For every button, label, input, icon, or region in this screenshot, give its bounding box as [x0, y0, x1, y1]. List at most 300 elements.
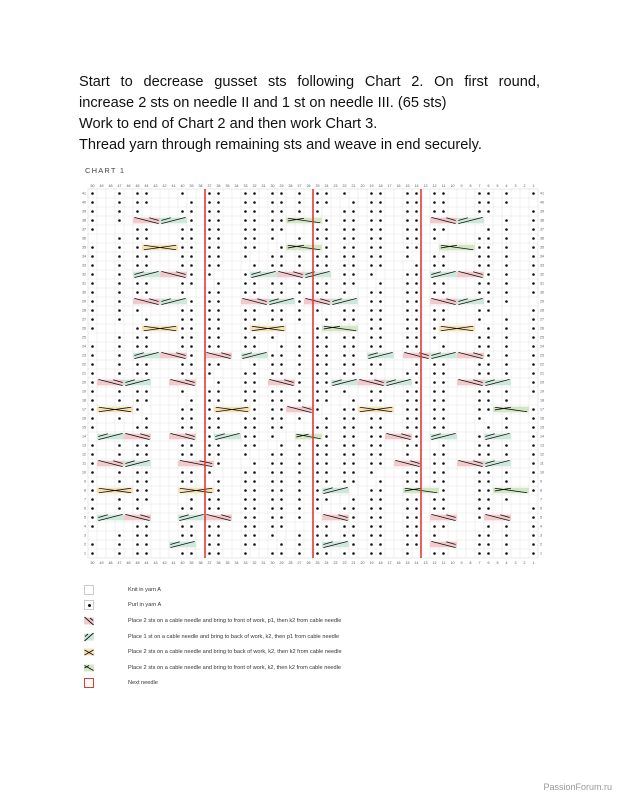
purl-dot: [298, 291, 301, 294]
purl-dot: [118, 255, 121, 258]
purl-dot: [442, 210, 445, 213]
purl-dot: [370, 228, 373, 231]
purl-dot: [145, 417, 148, 420]
purl-dot: [91, 300, 94, 303]
purl-dot: [316, 444, 319, 447]
purl-dot: [478, 390, 481, 393]
column-number: 31: [261, 561, 266, 565]
purl-dot: [181, 327, 184, 330]
purl-dot: [433, 390, 436, 393]
purl-dot: [181, 390, 184, 393]
purl-dot: [280, 453, 283, 456]
purl-dot: [190, 363, 193, 366]
purl-dot: [280, 372, 283, 375]
purl-dot: [433, 201, 436, 204]
purl-dot: [316, 552, 319, 555]
purl-dot: [217, 336, 220, 339]
purl-dot: [343, 273, 346, 276]
purl-dot: [406, 210, 409, 213]
purl-dot: [487, 282, 490, 285]
purl-dot: [145, 264, 148, 267]
purl-dot: [280, 417, 283, 420]
purl-dot: [325, 192, 328, 195]
row-number: 41: [540, 191, 544, 196]
row-number: 1: [540, 551, 542, 556]
purl-dot: [433, 228, 436, 231]
purl-dot: [325, 264, 328, 267]
purl-dot: [325, 534, 328, 537]
purl-dot: [136, 363, 139, 366]
purl-dot: [442, 345, 445, 348]
purl-dot: [244, 336, 247, 339]
purl-dot: [325, 444, 328, 447]
purl-dot: [217, 228, 220, 231]
purl-dot: [370, 264, 373, 267]
purl-dot: [442, 255, 445, 258]
purl-dot: [298, 471, 301, 474]
purl-dot: [352, 219, 355, 222]
purl-dot: [91, 408, 94, 411]
purl-dot: [118, 264, 121, 267]
purl-dot: [370, 291, 373, 294]
purl-dot: [145, 318, 148, 321]
purl-dot: [253, 381, 256, 384]
purl-dot: [370, 552, 373, 555]
purl-dot: [505, 453, 508, 456]
purl-dot: [145, 372, 148, 375]
purl-dot: [478, 534, 481, 537]
purl-dot: [253, 489, 256, 492]
purl-dot: [181, 210, 184, 213]
purl-dot: [208, 309, 211, 312]
purl-dot: [505, 228, 508, 231]
purl-dot: [298, 507, 301, 510]
purl-dot: [433, 309, 436, 312]
purl-dot: [532, 318, 535, 321]
purl-dot: [406, 480, 409, 483]
column-number: 6: [487, 561, 490, 565]
column-number: 46: [126, 184, 131, 188]
purl-dot: [91, 210, 94, 213]
purl-dot: [406, 390, 409, 393]
row-number: 40: [82, 200, 86, 205]
purl-dot: [433, 498, 436, 501]
purl-dot: [505, 525, 508, 528]
purl-dot: [370, 435, 373, 438]
column-number: 11: [441, 184, 446, 188]
instruction-line-4: Thread yarn through remaining sts and weave in end securely.: [79, 137, 482, 153]
purl-dot: [217, 390, 220, 393]
purl-dot: [325, 246, 328, 249]
purl-dot: [91, 318, 94, 321]
row-number: 18: [540, 398, 544, 403]
purl-dot: [181, 309, 184, 312]
purl-dot: [370, 309, 373, 312]
purl-dot: [217, 192, 220, 195]
purl-dot: [442, 480, 445, 483]
row-number: 32: [82, 272, 86, 277]
purl-dot: [442, 192, 445, 195]
purl-dot: [190, 318, 193, 321]
purl-dot: [253, 399, 256, 402]
purl-dot: [181, 534, 184, 537]
purl-dot: [406, 525, 409, 528]
purl-dot: [208, 300, 211, 303]
purl-dot: [208, 525, 211, 528]
purl-dot: [316, 426, 319, 429]
purl-dot: [487, 255, 490, 258]
purl-dot: [91, 363, 94, 366]
column-number: 49: [99, 561, 104, 565]
purl-dot: [244, 381, 247, 384]
column-number: 18: [378, 184, 383, 188]
purl-dot: [271, 318, 274, 321]
purl-dot: [343, 264, 346, 267]
purl-dot: [316, 408, 319, 411]
purl-dot: [271, 363, 274, 366]
purl-dot: [316, 534, 319, 537]
purl-dot: [433, 372, 436, 375]
purl-dot: [487, 426, 490, 429]
column-number: 12: [432, 184, 437, 188]
column-number: 21: [351, 184, 356, 188]
purl-dot: [298, 480, 301, 483]
row-number: 12: [82, 452, 86, 457]
purl-dot: [370, 201, 373, 204]
purl-dot: [532, 291, 535, 294]
purl-dot: [280, 408, 283, 411]
purl-dot: [91, 390, 94, 393]
purl-dot: [217, 381, 220, 384]
purl-dot: [433, 291, 436, 294]
column-number: 8: [469, 184, 472, 188]
purl-dot: [352, 444, 355, 447]
purl-dot: [253, 345, 256, 348]
purl-dot: [217, 417, 220, 420]
purl-dot: [532, 354, 535, 357]
purl-dot: [208, 345, 211, 348]
purl-dot: [532, 219, 535, 222]
purl-dot: [208, 534, 211, 537]
row-number: 15: [540, 425, 544, 430]
purl-dot: [370, 210, 373, 213]
purl-dot: [253, 426, 256, 429]
purl-dot: [181, 264, 184, 267]
purl-dot: [298, 309, 301, 312]
row-number: 6: [84, 506, 86, 511]
purl-dot: [316, 399, 319, 402]
row-number: 8: [84, 488, 86, 493]
purl-dot: [91, 507, 94, 510]
purl-dot: [442, 525, 445, 528]
purl-dot: [253, 516, 256, 519]
purl-dot: [118, 273, 121, 276]
purl-dot: [343, 453, 346, 456]
purl-dot: [190, 372, 193, 375]
column-number: 13: [423, 184, 428, 188]
purl-dot: [316, 480, 319, 483]
purl-dot: [433, 453, 436, 456]
column-number: 40: [180, 184, 185, 188]
purl-dot: [379, 228, 382, 231]
column-number: 21: [351, 561, 356, 565]
column-number: 25: [315, 184, 320, 188]
purl-dot: [253, 417, 256, 420]
purl-dot: [136, 291, 139, 294]
purl-dot: [379, 462, 382, 465]
column-number: 15: [405, 561, 410, 565]
purl-dot: [478, 471, 481, 474]
purl-dot: [505, 399, 508, 402]
purl-dot: [379, 210, 382, 213]
purl-dot: [244, 552, 247, 555]
column-number: 27: [297, 561, 302, 565]
purl-dot: [325, 381, 328, 384]
purl-dot: [217, 318, 220, 321]
purl-dot: [316, 336, 319, 339]
purl-dot: [145, 471, 148, 474]
purl-dot: [316, 255, 319, 258]
purl-dot: [352, 543, 355, 546]
purl-dot: [280, 390, 283, 393]
purl-dot: [379, 426, 382, 429]
instructions: [79, 72, 540, 156]
purl-dot: [208, 219, 211, 222]
purl-dot: [406, 255, 409, 258]
purl-dot: [505, 300, 508, 303]
purl-dot: [118, 552, 121, 555]
purl-dot: [145, 534, 148, 537]
purl-dot: [487, 525, 490, 528]
purl-dot: [208, 264, 211, 267]
column-number: 44: [144, 561, 149, 565]
purl-dot: [136, 237, 139, 240]
purl-dot: [316, 228, 319, 231]
row-number: 29: [540, 299, 544, 304]
purl-dot: [487, 507, 490, 510]
column-number: 1: [532, 561, 535, 565]
purl-dot: [280, 552, 283, 555]
purl-dot: [325, 282, 328, 285]
purl-dot: [217, 363, 220, 366]
row-number: 17: [540, 407, 544, 412]
purl-dot: [370, 525, 373, 528]
purl-dot: [325, 453, 328, 456]
purl-dot: [271, 219, 274, 222]
purl-dot: [217, 399, 220, 402]
purl-dot: [145, 399, 148, 402]
row-number: 29: [82, 299, 86, 304]
purl-dot: [208, 228, 211, 231]
purl-dot: [316, 237, 319, 240]
purl-dot: [181, 372, 184, 375]
column-number: 14: [414, 184, 419, 188]
purl-dot: [352, 363, 355, 366]
purl-dot: [280, 291, 283, 294]
purl-dot: [91, 291, 94, 294]
purl-dot-icon: [84, 600, 94, 610]
purl-dot: [505, 255, 508, 258]
purl-dot: [505, 354, 508, 357]
purl-dot: [370, 345, 373, 348]
purl-dot: [478, 516, 481, 519]
purl-dot: [406, 300, 409, 303]
purl-dot: [190, 309, 193, 312]
purl-dot: [325, 345, 328, 348]
purl-dot: [415, 228, 418, 231]
purl-dot: [271, 462, 274, 465]
purl-dot: [271, 237, 274, 240]
purl-dot: [442, 552, 445, 555]
purl-dot: [253, 291, 256, 294]
purl-dot: [280, 228, 283, 231]
column-number: 39: [189, 184, 194, 188]
row-number: 25: [540, 335, 544, 340]
purl-dot: [181, 552, 184, 555]
purl-dot: [487, 408, 490, 411]
purl-dot: [298, 201, 301, 204]
purl-dot: [478, 480, 481, 483]
purl-dot: [91, 345, 94, 348]
purl-dot: [325, 336, 328, 339]
purl-dot: [280, 264, 283, 267]
purl-dot: [118, 336, 121, 339]
purl-dot: [91, 489, 94, 492]
purl-dot: [271, 534, 274, 537]
purl-dot: [118, 309, 121, 312]
row-number: 16: [540, 416, 544, 421]
purl-dot: [478, 372, 481, 375]
purl-dot: [532, 525, 535, 528]
purl-dot: [379, 552, 382, 555]
purl-dot: [406, 534, 409, 537]
purl-dot: [316, 543, 319, 546]
purl-dot: [244, 192, 247, 195]
purl-dot: [145, 444, 148, 447]
purl-dot: [118, 417, 121, 420]
purl-dot: [190, 408, 193, 411]
column-number: 17: [387, 561, 392, 565]
purl-dot: [478, 444, 481, 447]
purl-dot: [379, 318, 382, 321]
purl-dot: [298, 381, 301, 384]
purl-dot: [532, 381, 535, 384]
purl-dot: [217, 219, 220, 222]
purl-dot: [190, 471, 193, 474]
purl-dot: [253, 201, 256, 204]
purl-dot: [244, 291, 247, 294]
purl-dot: [478, 408, 481, 411]
purl-dot: [406, 291, 409, 294]
purl-dot: [325, 228, 328, 231]
purl-dot: [181, 471, 184, 474]
purl-dot: [271, 309, 274, 312]
row-number: 34: [82, 254, 86, 259]
cable-green-icon: [84, 663, 94, 673]
purl-dot: [208, 192, 211, 195]
purl-dot: [478, 543, 481, 546]
purl-dot: [442, 282, 445, 285]
purl-dot: [406, 192, 409, 195]
purl-dot: [442, 363, 445, 366]
purl-dot: [487, 354, 490, 357]
purl-dot: [415, 282, 418, 285]
purl-dot: [415, 399, 418, 402]
column-number: 35: [225, 561, 230, 565]
purl-dot: [379, 498, 382, 501]
purl-dot: [190, 354, 193, 357]
purl-dot: [379, 525, 382, 528]
purl-dot: [532, 453, 535, 456]
purl-dot: [325, 552, 328, 555]
column-number: 22: [342, 561, 347, 565]
column-number: 50: [90, 184, 95, 188]
purl-dot: [379, 444, 382, 447]
purl-dot: [244, 246, 247, 249]
purl-dot: [298, 453, 301, 456]
purl-dot: [478, 435, 481, 438]
purl-dot: [415, 363, 418, 366]
purl-dot: [253, 363, 256, 366]
purl-dot: [415, 300, 418, 303]
purl-dot: [352, 453, 355, 456]
purl-dot: [280, 444, 283, 447]
purl-dot: [136, 309, 139, 312]
column-number: 2: [523, 184, 526, 188]
purl-dot: [352, 516, 355, 519]
row-number: 38: [540, 218, 544, 223]
purl-dot: [505, 345, 508, 348]
row-number: 26: [82, 326, 86, 331]
purl-dot: [217, 327, 220, 330]
purl-dot: [370, 444, 373, 447]
purl-dot: [91, 246, 94, 249]
purl-dot: [244, 453, 247, 456]
purl-dot: [253, 264, 256, 267]
purl-dot: [415, 273, 418, 276]
purl-dot: [415, 246, 418, 249]
purl-dot: [379, 336, 382, 339]
purl-dot: [91, 480, 94, 483]
purl-dot: [280, 192, 283, 195]
purl-dot: [271, 516, 274, 519]
purl-dot: [415, 408, 418, 411]
purl-dot: [352, 408, 355, 411]
purl-dot: [343, 318, 346, 321]
purl-dot: [298, 264, 301, 267]
purl-dot: [190, 210, 193, 213]
purl-dot: [271, 192, 274, 195]
purl-dot: [217, 300, 220, 303]
purl-dot: [91, 273, 94, 276]
purl-dot: [487, 336, 490, 339]
purl-dot: [478, 417, 481, 420]
column-number: 45: [135, 184, 140, 188]
row-number: 26: [540, 326, 544, 331]
purl-dot: [208, 246, 211, 249]
purl-dot: [253, 237, 256, 240]
purl-dot: [316, 381, 319, 384]
purl-dot: [415, 264, 418, 267]
column-number: 36: [216, 184, 221, 188]
purl-dot: [208, 363, 211, 366]
legend-label: Knit in yarn A: [128, 586, 161, 593]
purl-dot: [532, 372, 535, 375]
purl-dot: [280, 219, 283, 222]
purl-dot: [253, 534, 256, 537]
purl-dot: [91, 471, 94, 474]
column-number: 24: [324, 184, 329, 188]
